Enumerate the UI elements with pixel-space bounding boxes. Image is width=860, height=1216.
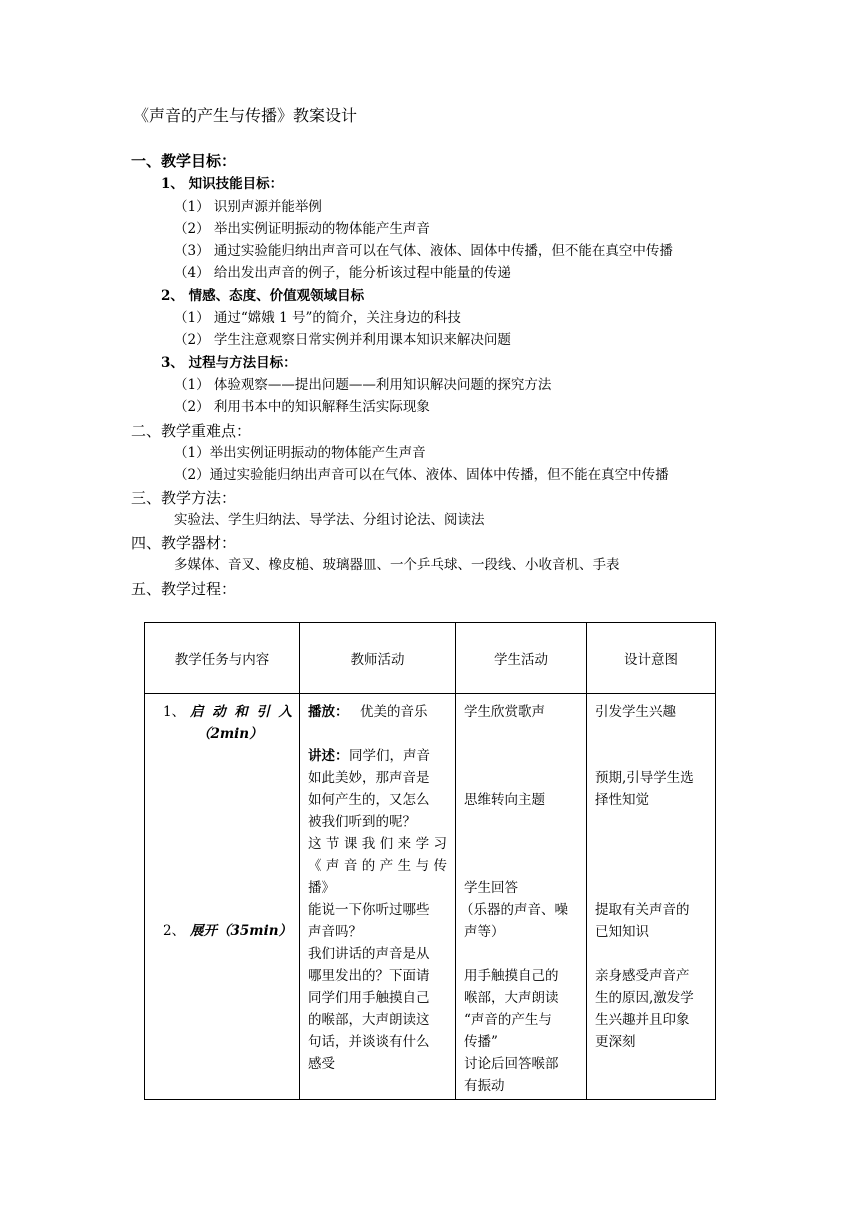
intent-line: 预期,引导学生选 xyxy=(595,770,694,786)
student-line: “声音的产生与 xyxy=(464,1012,552,1028)
teacher-line: 我们讲话的声音是从 xyxy=(308,946,430,962)
student-line: 学生欣赏歌声 xyxy=(464,704,545,720)
task-cell xyxy=(145,694,300,1100)
teacher-line: 如何产生的，又怎么 xyxy=(308,792,430,808)
talk-label: 讲述： xyxy=(308,748,349,764)
intent-line: 提取有关声音的 xyxy=(595,902,690,918)
key-point-item: （2）通过实验能归纳出声音可以在气体、液体、固体中传播，但不能在真空中传播 xyxy=(174,467,669,483)
play-label: 播放： xyxy=(308,704,349,720)
teacher-line: 被我们听到的呢？ xyxy=(308,814,416,830)
intent-cell xyxy=(587,694,716,1100)
step1-time: （2min） xyxy=(197,726,263,742)
table-row xyxy=(145,694,716,1100)
objective-item: （2） 利用书本中的知识解释生活实际现象 xyxy=(174,399,430,415)
teacher-line: 能说一下你听过哪些 xyxy=(308,902,430,918)
intent-line: 已知知识 xyxy=(595,924,649,940)
objective-item: （1） 通过“嫦娥 1 号”的简介，关注身边的科技 xyxy=(174,310,461,326)
teacher-line: 的喉部，大声朗读这 xyxy=(308,1012,430,1028)
section-process-heading: 五、教学过程： xyxy=(131,580,237,598)
section-methods-heading: 三、教学方法： xyxy=(131,489,237,507)
table-header-row xyxy=(145,623,716,694)
student-line: 学生回答 xyxy=(464,880,518,896)
teacher-line: 这节课我们来学习 xyxy=(308,836,447,852)
intent-line: 生兴趣并且印象 xyxy=(595,1012,690,1028)
teacher-cell xyxy=(300,694,456,1100)
teacher-line: 句话，并谈谈有什么 xyxy=(308,1034,430,1050)
objective-item: （1） 识别声源并能举例 xyxy=(174,199,322,215)
step1-number: 1、 xyxy=(163,704,186,720)
methods-content: 实验法、学生归纳法、导学法、分组讨论法、阅读法 xyxy=(174,512,485,528)
section-objectives-heading: 一、教学目标： xyxy=(131,152,237,170)
header-teacher: 教师活动 xyxy=(300,623,456,694)
student-line: 声等） xyxy=(464,924,505,940)
section-key-points-heading-text: 二、教学重难点： xyxy=(131,422,252,440)
student-line: 讨论后回答喉部 xyxy=(464,1056,559,1072)
document-title: 《声音的产生与传播》教案设计 xyxy=(133,106,358,125)
objective-item: （2） 学生注意观察日常实例并利用课本知识来解决问题 xyxy=(174,332,511,348)
teacher-line: 同学们，声音 xyxy=(349,748,430,764)
header-task: 教学任务与内容 xyxy=(145,623,300,694)
header-intent: 设计意图 xyxy=(587,623,716,694)
step1-title: 启动和引入 xyxy=(190,704,292,720)
student-line: 思维转向主题 xyxy=(464,792,545,808)
objective-item: （3） 通过实验能归纳出声音可以在气体、液体、固体中传播，但不能在真空中传播 xyxy=(174,243,673,259)
teacher-line: 同学们用手触摸自己 xyxy=(308,990,430,1006)
intent-line: 引发学生兴趣 xyxy=(595,704,676,720)
key-point-item: （1）举出实例证明振动的物体能产生声音 xyxy=(174,445,426,461)
teacher-line: 如此美妙，那声音是 xyxy=(308,770,430,786)
process-method-goal-label: 3、 过程与方法目标： xyxy=(161,355,297,371)
section-key-points-heading xyxy=(131,424,251,439)
teacher-line: 《声音的产生与传 xyxy=(308,858,447,874)
teacher-line: 感受 xyxy=(308,1056,335,1072)
student-line: （乐器的声音、噪 xyxy=(460,902,568,918)
teacher-line: 哪里发出的？下面请 xyxy=(308,968,430,984)
teacher-line: 声音吗？ xyxy=(308,924,362,940)
student-line: 有振动 xyxy=(464,1078,505,1094)
play-text: 优美的音乐 xyxy=(360,704,428,720)
intent-line: 择性知觉 xyxy=(595,792,649,808)
objective-item: （4） 给出发出声音的例子，能分析该过程中能量的传递 xyxy=(174,265,511,281)
objective-item: （1） 体验观察——提出问题——利用知识解决问题的探究方法 xyxy=(174,377,552,393)
teacher-line: 播》 xyxy=(308,880,335,896)
equipment-content: 多媒体、音叉、橡皮槌、玻璃器皿、一个乒乓球、一段线、小收音机、手表 xyxy=(174,557,620,573)
attitude-value-goal-label: 2、 情感、态度、价值观领域目标 xyxy=(161,288,365,304)
section-equipment-heading: 四、教学器材： xyxy=(131,534,237,552)
intent-line: 亲身感受声音产 xyxy=(595,968,690,984)
step2-number: 2、 xyxy=(163,923,186,939)
intent-line: 生的原因,激发学 xyxy=(595,990,694,1006)
student-line: 传播” xyxy=(464,1034,498,1050)
student-line: 用手触摸自己的 xyxy=(464,968,559,984)
step2-title: 展开（35min） xyxy=(190,923,293,939)
student-cell xyxy=(456,694,587,1100)
intent-line: 更深刻 xyxy=(595,1034,636,1050)
knowledge-skill-goal-label: 1、 知识技能目标： xyxy=(161,176,284,192)
objective-item: （2） 举出实例证明振动的物体能产生声音 xyxy=(174,221,430,237)
student-line: 喉部，大声朗读 xyxy=(464,990,559,1006)
lesson-process-table xyxy=(144,622,716,1100)
header-student: 学生活动 xyxy=(456,623,587,694)
